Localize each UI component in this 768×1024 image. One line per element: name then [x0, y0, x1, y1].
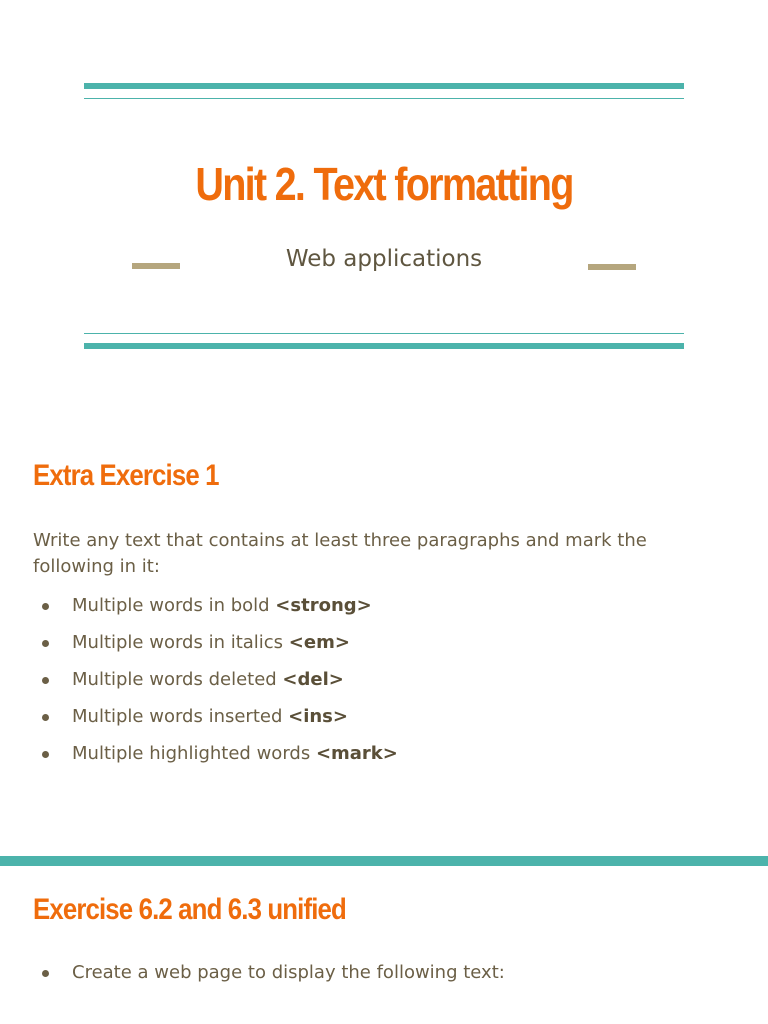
- top-thin-rule: [84, 98, 684, 99]
- list-item: [33, 960, 505, 997]
- exercise2-slide: [0, 866, 768, 1024]
- item-tag: <em>: [288, 632, 350, 653]
- exercise-heading: Extra Exercise 1: [33, 459, 219, 492]
- exercise-intro: Write any text that contains at least three paragraphs and mark the following in it:: [33, 530, 647, 577]
- slide-divider: [0, 856, 768, 866]
- bullet-icon: [42, 640, 49, 647]
- list-item: [33, 593, 398, 630]
- bottom-thin-rule: [84, 333, 684, 334]
- item-tag: <mark>: [315, 743, 398, 764]
- item-text: Multiple words inserted: [72, 706, 289, 727]
- bullet-icon: [42, 970, 49, 977]
- list-item: [33, 741, 398, 778]
- item-tag: <ins>: [288, 706, 348, 727]
- exercise-list: [33, 593, 398, 778]
- bullet-icon: [42, 714, 49, 721]
- title-slide: [0, 0, 768, 432]
- exercise-slide: [0, 432, 768, 856]
- list-item: [33, 704, 398, 741]
- bottom-thick-rule: [84, 343, 684, 349]
- bullet-icon: [42, 603, 49, 610]
- list-item: [33, 667, 398, 704]
- exercise2-heading: Exercise 6.2 and 6.3 unified: [33, 893, 346, 926]
- slide-title: Unit 2. Text formatting: [195, 158, 573, 210]
- slide-subtitle: Web applications: [285, 246, 483, 272]
- top-thick-rule: [84, 83, 684, 89]
- right-dash: [588, 264, 636, 270]
- item-tag: <del>: [282, 669, 344, 690]
- list-item: [33, 630, 398, 667]
- item-text: Create a web page to display the following text:: [72, 962, 505, 983]
- item-text: Multiple words deleted: [72, 669, 283, 690]
- item-text: Multiple words in italics: [72, 632, 289, 653]
- bullet-icon: [42, 677, 49, 684]
- exercise2-list: [33, 960, 505, 997]
- item-tag: <strong>: [275, 595, 372, 616]
- item-text: Multiple highlighted words: [72, 743, 316, 764]
- bullet-icon: [42, 751, 49, 758]
- item-text: Multiple words in bold: [72, 595, 276, 616]
